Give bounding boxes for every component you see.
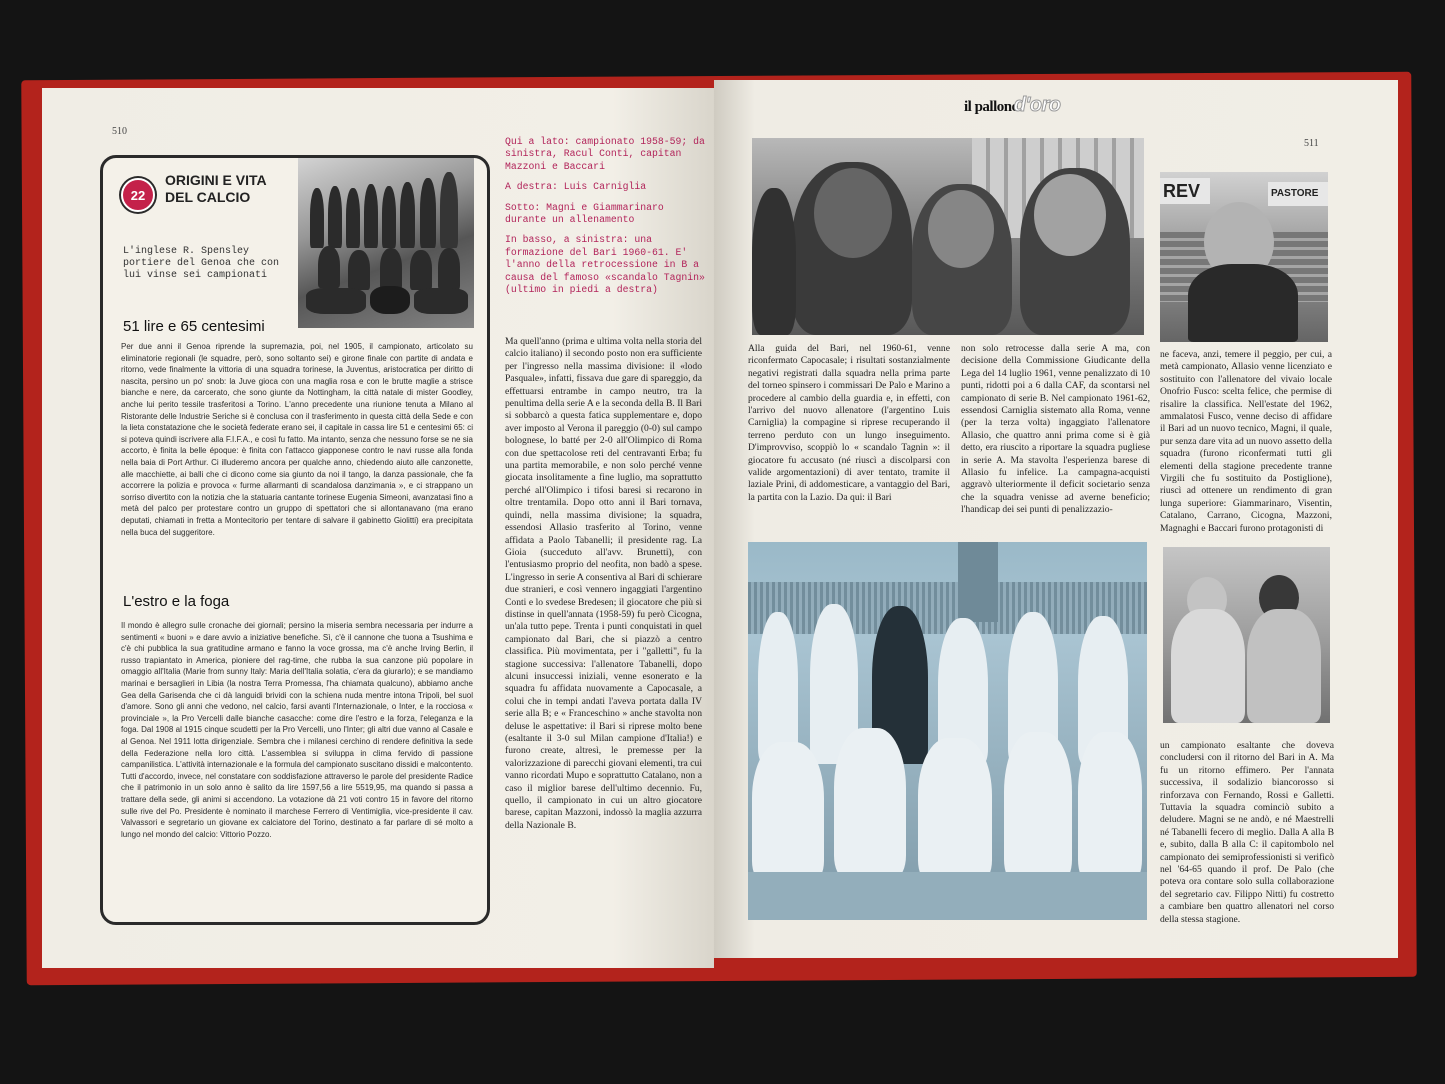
header-logo xyxy=(964,94,1060,117)
photo-carniglia xyxy=(1160,172,1328,342)
article-column: ne faceva, anzi, temere il peggio, per cui, a metà campionato, Allasio venne licenziato e sostituito con l'allenatore del vivaio locale Onofrio Fusco: scelta felice, che permise di risalire la classifica. Nell'estate del 1962, ammalatosi Fusco, venne deciso di affidare il Bari ad un nuovo tecnico, Magni, il quale, pur senza dare vita ad un nuovo assetto della squadra (furono riconfermati tutti gli elementi della stagione precedente tranne Virgili che fu sostituito da Postiglione), riuscì ad ottenere un rendimento di gran lunga superiore: Giammarinaro, Visentin, Catalano, Carrano, Cicogna, Mazzoni, Magnaghi e Baccari furono protagonisti di xyxy=(1160,349,1332,534)
caption: Qui a lato: campionato 1958-59; da sinistra, Racul Conti, capitan Mazzoni e Baccari xyxy=(505,136,705,172)
box-title: ORIGINI E VITA DEL CALCIO xyxy=(165,172,267,205)
page-number: 510 xyxy=(112,126,127,137)
photo-players-celebrating xyxy=(752,138,1144,335)
caption: In basso, a sinistra: una formazione del Bari 1960-61. E' l'anno della retrocessione in B a causa del famoso «scandalo Tagnin» (ultimo in piedi a destra) xyxy=(505,234,705,296)
article-box xyxy=(100,155,490,925)
photo-genoa-team xyxy=(298,158,474,328)
logo-accent: d'oro xyxy=(1013,94,1061,116)
section-text: Per due anni il Genoa riprende la supremazia, poi, nel 1905, il campionato, articolato su eliminatorie regionali (le squadre, però, sono soltanto sei) e girone finale con partite di andata e ritorno, vede finalmente la vittoria di una squadra torinese, la Juventus, aristocratica per diritto di nascita, persino un po' snob: la Juve gioca con una maglia rosa e con le brutte maglie a strisce bianche e nere, da carcerato, che sono giunte da Nottingham, la città natale di mister Goodley, anche lui perito tessile trasferitosi a Torino. L'anno precedente una riunione tenuta a Milano al Ristorante delle Industrie Seriche si è conclusa con il trasferimento in questa città della Sede e con la lieta constatazione che le società federate erano sei, il capitale in cassa lire 51 e centesimi 65: ci si poteva quindi iscrivere alla F.I.F.A., e così fu fatto. Ma intanto, senza che nessuno forse se ne sia accorto, è finita la belle époque: è finita con l'attacco giapponese contro le navi russe alla fonda nella baia di Port Arthur. Ci illuderemo ancora per qualche anno, chiedendo aiuto alle canzonette, alle macchiette, ai balli che ci dicono come sia giunto da noi il tango, la danza passionale, che fa accorrere la polizia e provoca « furme allarmanti di scandalosa danzimania », e ci strappano un sorriso divertito con la notizia che la statuaria cantante torinese Eugenia Simeoni, avanzatasi fino a metà del palco per protestare contro un gruppo di spettatori che si allontanavano (ma erano deputati, chiamati in fretta a Montecitorio per tentare di salvare il gabinetto Giolitti) era precipitata nella buca del suggeritore. xyxy=(121,342,473,537)
photo-captions xyxy=(505,136,705,304)
article-column: un campionato esaltante che doveva concludersi con il ritorno del Bari in A. Ma fu un ritorno effimero. Per l'annata successiva, il sodalizio biancorosso si rinforzava con Fernando, Rossi e Galletti. Tuttavia la squadra cominciò subito a deludere. Magni se ne andò, e né Maestrelli né Tabanelli fecero di meglio. Dalla A alla B e, subito, dalla B alla C: il capitombolo nel campionato dei semiprofessionisti si verificò nel '64-65 quando il prof. De Palo (che poteva ora contare solo sulla collaborazione del segretario cav. Filippo Nitti) fu costretto a cambiare ben quattro allenatori nel corso della stessa stagione. xyxy=(1160,740,1334,925)
page-number: 511 xyxy=(1304,138,1319,149)
sign-text: PASTORE xyxy=(1268,182,1328,206)
caption: Sotto: Magni e Giammarinaro durante un allenamento xyxy=(505,201,664,226)
photo-bari-team-1960-61 xyxy=(748,542,1147,920)
section-title: 51 lire e 65 centesimi xyxy=(123,318,265,335)
sign-text: REV xyxy=(1160,178,1210,204)
article-column: Alla guida del Bari, nel 1960-61, venne riconfermato Capocasale; i risultati sostanzialmente negativi registrati dalla squadra nella prima parte del torneo spinsero i commissari De Palo e Marino a procedere al cambio della guardia e, in effetti, con l'arrivo del nuovo allenatore (l'argentino Luis Carniglia) la compagine si riprese recuperando il terreno perduto con un lungo inseguimento. D'improvviso, scoppiò lo « scandalo Tagnin »: il giocatore fu accusato (né riuscì a discolparsi con valide argomentazioni) di aver tentato, tramite il laziale Prini, di addomesticare, a vantaggio del Bari, la partita con la Lazio. Da qui: il Bari xyxy=(748,343,950,503)
chapter-badge: 22 xyxy=(121,178,155,212)
photo-caption: L'inglese R. Spensley portiere del Genoa che con lui vinse sei campionati xyxy=(123,246,280,281)
section-title: L'estro e la foga xyxy=(123,593,230,610)
section-text: Il mondo è allegro sulle cronache dei giornali; persino la miseria sembra necessaria per indurre a sentimenti « buoni » e dare avvio a iniziative benefiche. Sì, c'è il cannone che tuona a Tsushima e c'è chi pubblica la sua gratitudine armano e fanno la voce grossa, ma c'è anche Irving Berlin, il russo trapiantato in America, pioniere del rag-time, che rubba la sua canzone più popolare in omaggio all'Italia (Marie from sunny Italy: Maria dell'Italia solatia, c'era da giurarlo); e se mandiamo marinai e bersaglieri in Libia (la nostra Terra Promessa, l'ha chiamata qualcuno), abbiamo anche Gea della Garisenda che ci dà languidi brividi con la schiena nuda mentre intona Tripoli, bel suol d'amore. Sono gli anni che vedono, nel calcio, farsi avanti l'Internazionale, o Inter, e la rocciosa « provinciale », la Pro Vercelli dalle bianche casacche: come dire l'estro e la forza, l'eleganza e la foga. Dal 1908 al 1915 cinque scudetti per la Pro Vercelli, uno l'Inter; gli altri due vanno al Casale e al Genoa. Nel 1911 lotta dirigenziale. Sembra che i milanesi cerchino di rendere definitiva la sede della Federazione nella loro città. L'assemblea si sviluppa in clima fervido di passione campanilistica. L'attività internazionale e la formula del campionato suscitano dissidi e malcontento. Tutti d'accordo, invece, nel constatare con soddisfazione attraverso le parole del presidente Radice che il patrimonio in un solo anno è salito da lire 1597,56 a lire 5519,95, ma quando si passa a trattare della sede, gli animi si accendono. La votazione dà 21 voti contro 15 in favore del ritorno sulle rive del Po. Presidente è nominato il marchese Ferrero di Ventimiglia, vice-presidente il cav. Valvassori e segretario un giovane ex calciatore del Torino, destinato a far parlare di sé molto a lungo nel mondo del calcio: Vittorio Pozzo. xyxy=(121,621,473,839)
article-column: non solo retrocesse dalla serie A ma, con decisione della Commissione Giudicante della Lega del 14 luglio 1961, venne penalizzato di 10 punti, ridotti poi a 6 dalla CAF, da scontarsi nel campionato di serie B. Nel campionato 1961-62, essendosi Carniglia sistemato alla Roma, venne (per la terza volta) ingaggiato l'allenatore Allasio, che quattro anni prima come si è già detto, era riuscito a riportare la squadra pugliese in serie A. Ma stavolta l'esperienza barese di Allasio fu infelice. La campagna-acquisti aggravò ulteriormente il deficit societario senza che la squadra venisse ad averne beneficio; l'handicap dei sei punti di penalizzazio- xyxy=(961,343,1150,516)
logo-text: il pallone xyxy=(964,99,1018,115)
photo-magni-giammarinaro xyxy=(1163,547,1330,723)
article-column: Ma quell'anno (prima e ultima volta nella storia del calcio italiano) il secondo posto non era sufficiente per l'ingresso nella massima divisione: il «lodo Pasquale», infatti, fissava due gare di spareggio, da effettuarsi entrambe in campo neutro, tra la penultima della serie A e la seconda della B. Il Bari si sobbarcò a questa fatica supplementare e, dopo aver imposto al Verona il pareggio (0-0) sul campo bolognese, lo batté per 2-0 all'Olimpico di Roma con due spettacolose reti del centravanti Erba; fu una partita memorabile, e non solo perché venne giocata insolitamente a fine luglio, ma soprattutto perché all'Olimpico i tifosi baresi si recarono in oltre trentamila. Dopo otto anni il Bari tornava, quindi, nella massima divisione; la squadra, essendosi Allasio trasferito al Torino, venne affidata a Paolo Tabanelli; il presidente rag. La Gioia (succeduto all'avv. Brunetti), con l'entusiasmo proprio del neofita, non badò a spese. L'ingresso in serie A consentiva al Bari di schierare due stranieri, e così vennero ingaggiati l'argentino Conti e lo svedese Bredesen; il giocatore che più si distinse in quell'annata (1958-59) fu però Cicogna, un'ala tutto pepe. Trenta i punti conquistati in quel campionato dal Bari, che si piazzò a centro classifica. Più movimentata, per i "galletti", fu la stagione successiva: l'allenatore Tabanelli, dopo alcuni insuccessi iniziali, venne esonerato e la squadra fu affidata nuovamente a Capocasale, a colui che in tempi andati l'aveva portata dalla IV serie alla B; e « Franceschino » anche stavolta non deluse le aspettative: il Bari si riprese molto bene (esaltante il 3-0 sul Milan campione d'Italia!) e furono create, altresì, le premesse per la valorizzazione di parecchi giovani elementi, tra cui vanno ricordati Mupo e soprattutto Catalano, non a caso il miglior barese dell'ultimo decennio. Fu, quello, il campionato in cui un altro giocatore barese, capitan Mazzoni, indossò la maglia azzurra della Nazionale B. xyxy=(505,336,702,831)
caption: A destra: Luis Carniglia xyxy=(505,181,647,193)
